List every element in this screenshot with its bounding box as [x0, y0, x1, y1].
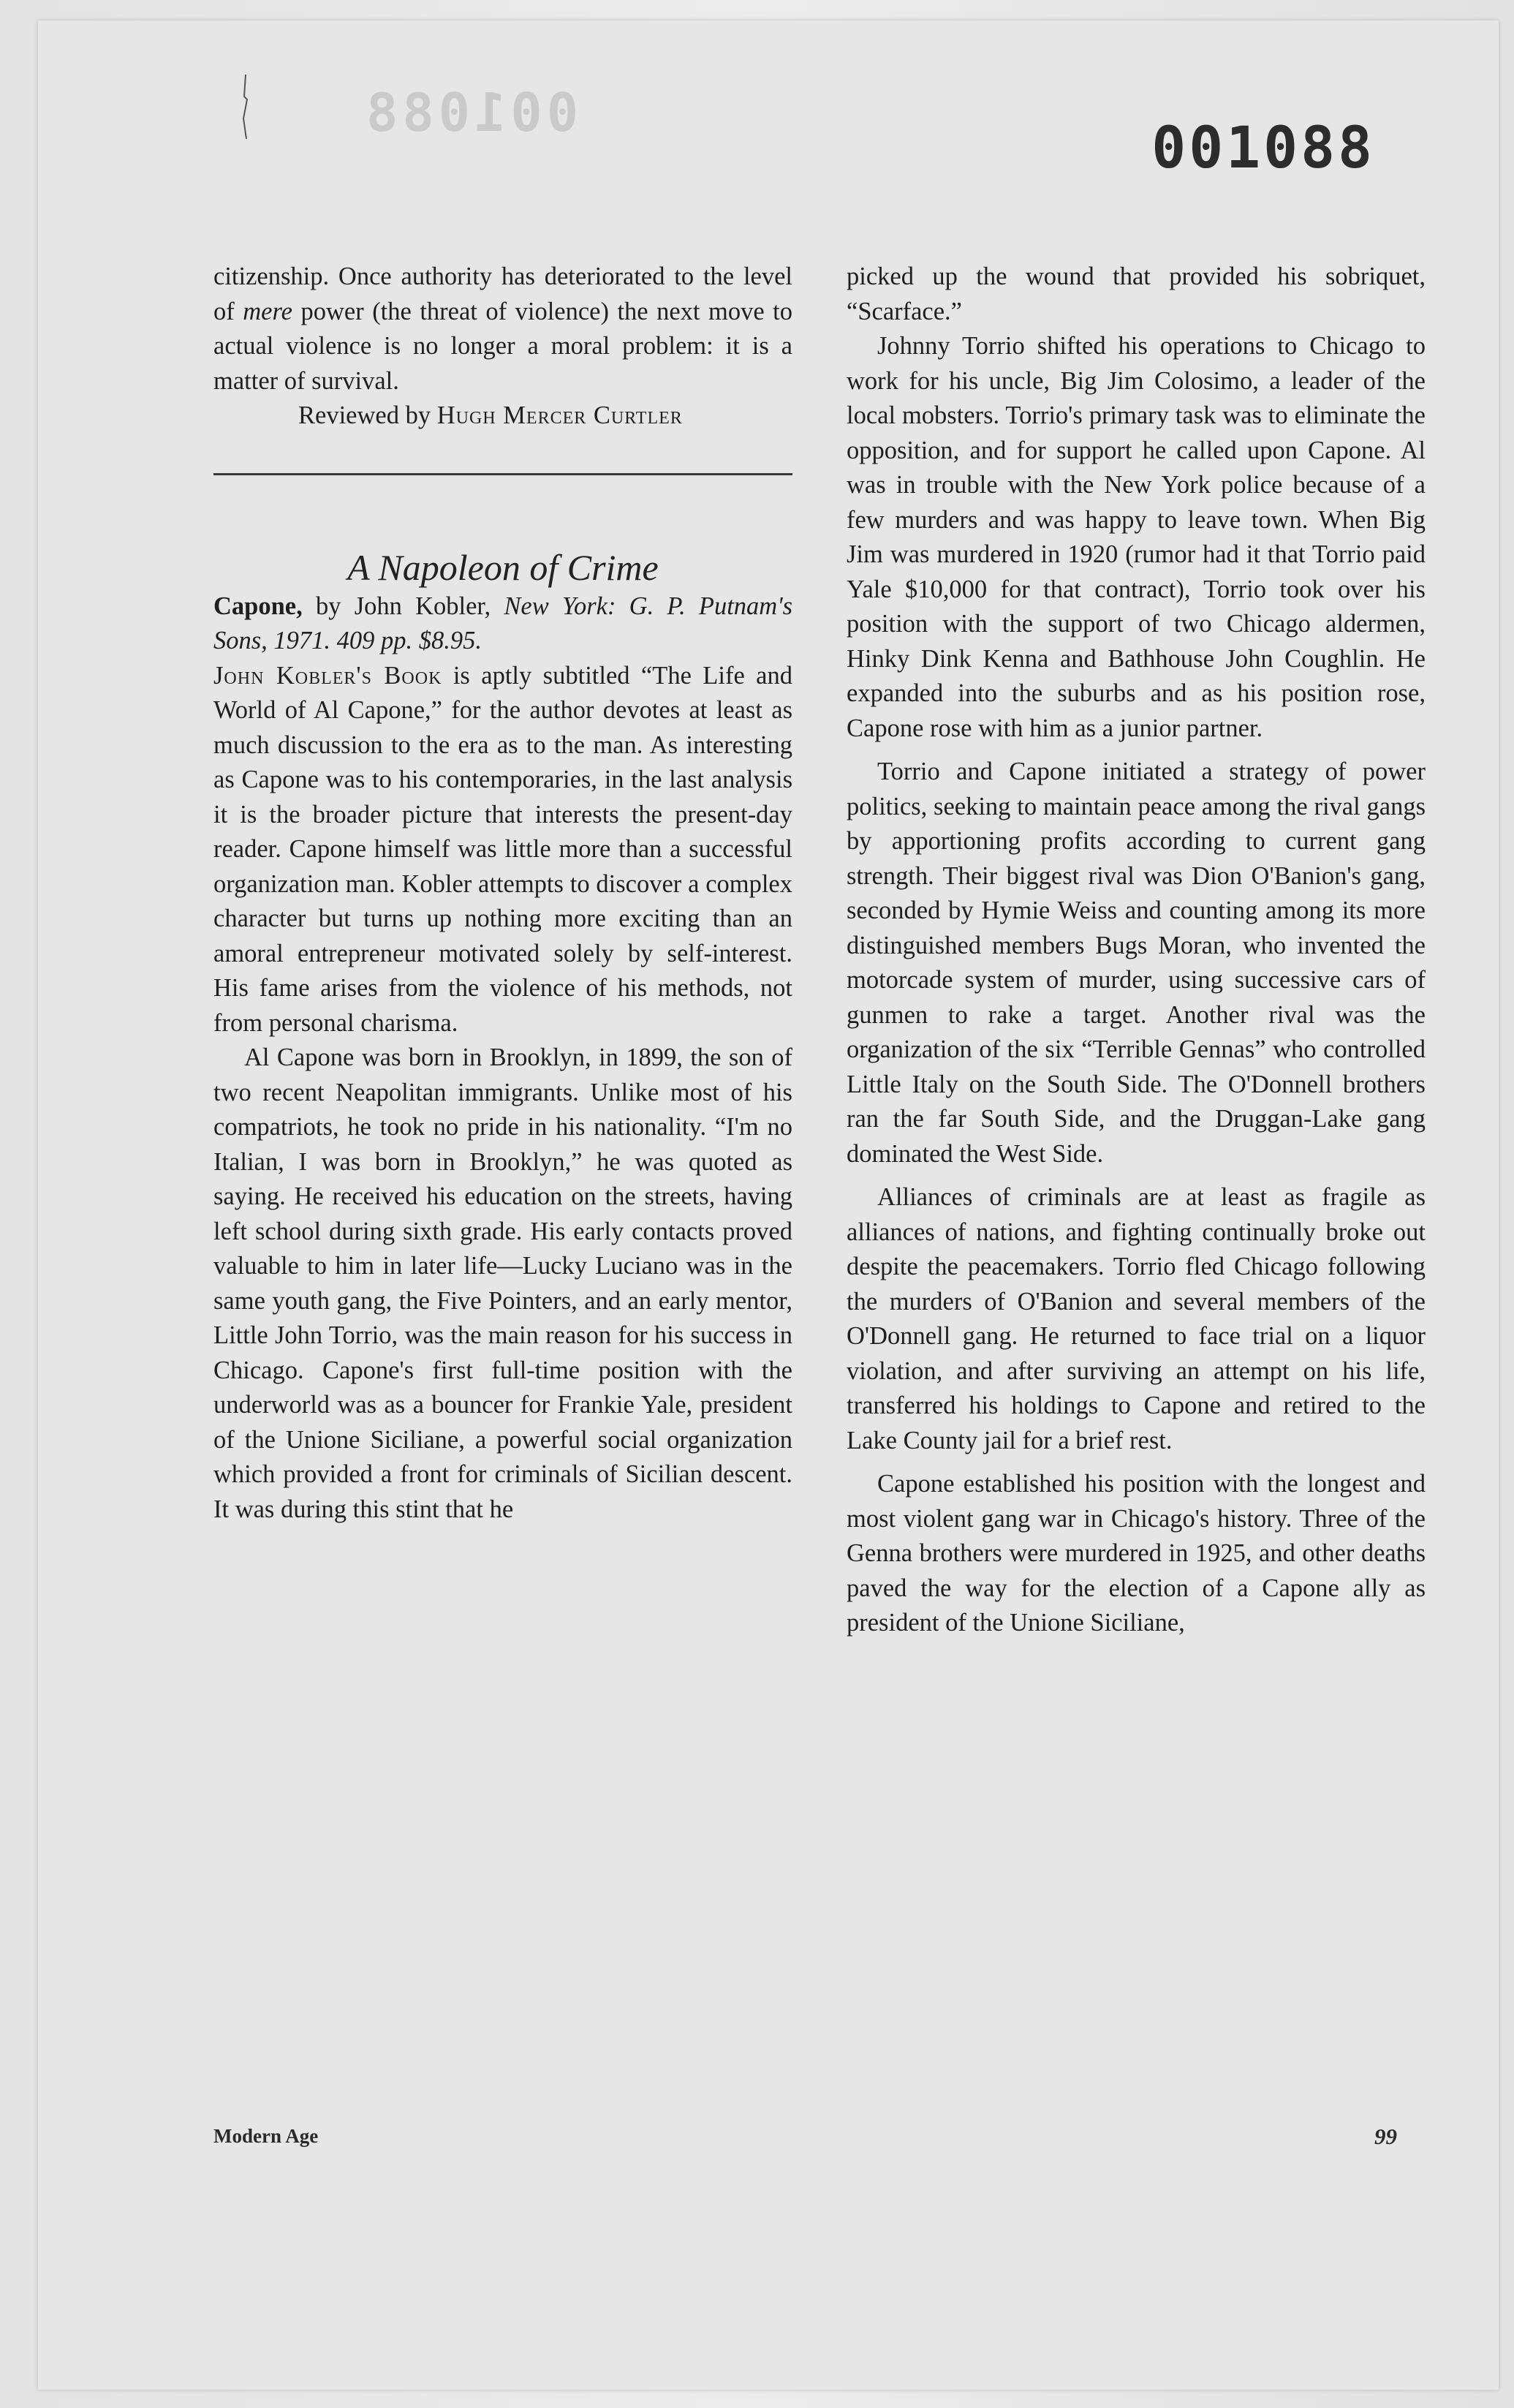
section-divider [213, 473, 792, 475]
intro-paragraph: citizenship. Once authority has deteriorated to the level of mere power (the threat of violence) the next move to actual violence is no longer a moral problem: it is a matter of survival. [213, 263, 793, 395]
right-column [847, 260, 1426, 1641]
body-paragraph: Capone established his position with the longest and most violent gang war in Chicago's history. Three of the Genna brothers were murdered in 1925, and other deaths paved the way for the election of a Capone ally as president of the Unione Siciliane, [847, 1470, 1426, 1637]
reviewer-name: Hugh Mercer Curtler [436, 401, 683, 429]
article-title: A Napoleon of Crime [347, 546, 659, 588]
reviewer-line: Reviewed by Hugh Mercer Curtler [298, 401, 683, 429]
document-number-stamp: 001088 [1151, 116, 1375, 181]
body-paragraph: Al Capone was born in Brooklyn, in 1899, the son of two recent Neapolitan immigrants. Unlike most of his compatriots, he took no pride in his nationality. “I'm no Italian, I was born in Brooklyn,” he was quoted as saying. He received his education on the streets, having left school during sixth grade. His early contacts proved valuable to him in later life—Lucky Luciano was in the same youth gang, the Five Pointers, and an early mentor, Little John Torrio, was the main reason for his success in Chicago. Capone's first full-time position with the underworld was as a bouncer for Frankie Yale, president of the Unione Siciliane, a powerful social organization which provided a front for criminals of Sicilian descent. It was during this stint that he [213, 1043, 792, 1523]
body-paragraph: Johnny Torrio shifted his operations to Chicago to work for his uncle, Big Jim Colosimo, a leader of the local mobsters. Torrio's primary task was to eliminate the opposition, and for support he called upon Capone. Al was in trouble with the New York police because of a few murders and was happy to leave town. When Big Jim was murdered in 1920 (rumor had it that Torrio paid Yale $10,000 for that contract), Torrio took over his position with the support of two Chicago aldermen, Hinky Dink Kenna and Bathhouse John Coughlin. He expanded into the suburbs and as his position rose, Capone rose with him as a junior partner. [847, 332, 1426, 742]
body-paragraph: Torrio and Capone initiated a strategy of power politics, seeking to maintain peace among the rival gangs by apportioning profits according to current gang strength. Their biggest rival was Dion O'Banion's gang, seconded by Hymie Weiss and counting among its more distinguished members Bugs Moran, who invented the motorcade system of murder, using successive cars of gunmen to rake a target. Another rival was the organization of the six “Terrible Gennas” who controlled Little Italy on the South Side. The O'Donnell brothers ran the far South Side, and the Druggan-Lake gang dominated the West Side. [847, 758, 1426, 1168]
book-author: by John Kobler, [315, 592, 491, 620]
book-citation [213, 589, 792, 659]
left-column [213, 260, 792, 1527]
page-number: 99 [1374, 2124, 1397, 2149]
book-publisher: New York: G. P. Putnam's Sons, 1971. 409 pp. $8.95. [213, 592, 793, 654]
mirrored-stamp-bleedthrough: 001088 [362, 82, 579, 143]
body-paragraph: Alliances of criminals are at least as fragile as alliances of nations, and fighting continually broke out despite the peacemakers. Torrio fled Chicago following the murders of O'Banion and several members of the O'Donnell gang. He returned to face trial on a liquor violation, and after surviving an attempt on his life, transferred his holdings to Capone and retired to the Lake County jail for a brief rest. [847, 1183, 1426, 1454]
lead-smallcaps: John Kobler's Book [213, 661, 442, 690]
journal-name: Modern Age [213, 2125, 319, 2147]
pencil-mark-icon [240, 75, 251, 140]
intro-emphasis: mere [243, 297, 292, 325]
book-title: Capone, [213, 592, 303, 620]
body-paragraph: picked up the wound that provided his sobriquet, “Scarface.” [847, 263, 1426, 325]
lead-paragraph: John Kobler's Book is aptly subtitled “The Life and World of Al Capone,” for the author devotes at least as much discussion to the era as to the man. As interesting as Capone was to his contemporaries, in the last analysis it is the broader picture that interests the present-day reader. Capone himself was little more than a successful organization man. Kobler attempts to discover a complex character but turns up nothing more exciting than an amoral entrepreneur motivated solely by self-interest. His fame arises from the violence of his methods, not from personal charisma. [213, 661, 792, 1037]
